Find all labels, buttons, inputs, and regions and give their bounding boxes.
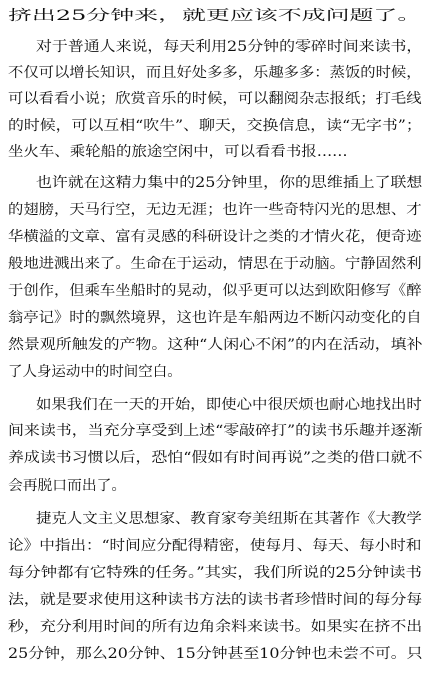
text-line: 如果我们在一天的开始，即使心中很厌烦也耐心地找出时	[36, 397, 422, 413]
text-line: 秒，充分利用时间的所有边角余料来读书。如果实在挤不出	[8, 619, 423, 635]
text-line: 翁亭记》时的飘然境界，这也许是车船两边不断闪动变化的自	[8, 310, 422, 326]
text-line: 可以看看小说；欣赏音乐的时候，可以翻阅杂志报纸；打毛线	[8, 91, 422, 107]
text-line: 般地进溅出来了。生命在于运动，情思在于动脑。宁静固然利	[8, 256, 422, 272]
text-line: 的时候，可以互相“吹牛”、聊天，交换信息，读“无字书”；	[8, 118, 422, 134]
text-line: 每分钟都有它特殊的任务。”其实，我们所说的25分钟读书	[8, 565, 422, 581]
text-line: 会再脱口而出了。	[8, 478, 127, 494]
text-line: 法，就是要求使用这种读书方法的读书者珍惜时间的每分每	[8, 592, 423, 608]
text-line: 坐火车、乘轮船的旅途空闲中，可以看看书报……	[8, 144, 348, 160]
text-line: 养成读书习惯以后，恐怕“假如有时间再说”之类的借口就不	[8, 450, 423, 466]
text-line: 了人身运动中的时间空白。	[8, 364, 182, 380]
text-line: 挤出25分钟来，就更应该不成问题了。	[8, 8, 422, 24]
text-line: 25分钟，那么20分钟、15分钟甚至10分钟也未尝不可。只	[8, 646, 423, 662]
text-line: 间来读书，当充分享受到上述“零敲碎打”的读书乐趣并逐渐	[8, 423, 423, 439]
text-line: 华横溢的文章、富有灵感的科研设计之类的才情火花，便奇迹	[8, 229, 422, 245]
text-line: 的翅膀，天马行空，无边无涯；也许一些奇特闪光的思想、才	[8, 202, 422, 218]
text-line: 捷克人文主义思想家、教育家夸美纽斯在其著作《大教学	[36, 511, 422, 527]
text-line: 不仅可以增长知识，而且好处多多，乐趣多多：蒸饭的时候，	[8, 65, 422, 81]
text-line: 于创作，但乘车坐船时的晃动，似乎更可以达到欧阳修写《醉	[8, 283, 422, 299]
text-line: 然景观所触发的产物。这种“人闲心不闲”的内在活动，填补	[8, 337, 423, 353]
text-line: 对于普通人来说，每天利用25分钟的零碎时间来读书，	[36, 39, 423, 55]
text-line: 也许就在这精力集中的25分钟里，你的思维插上了联想	[36, 175, 423, 191]
text-line: 论》中指出：“时间应分配得精密，使每月、每天、每小时和	[8, 538, 422, 554]
